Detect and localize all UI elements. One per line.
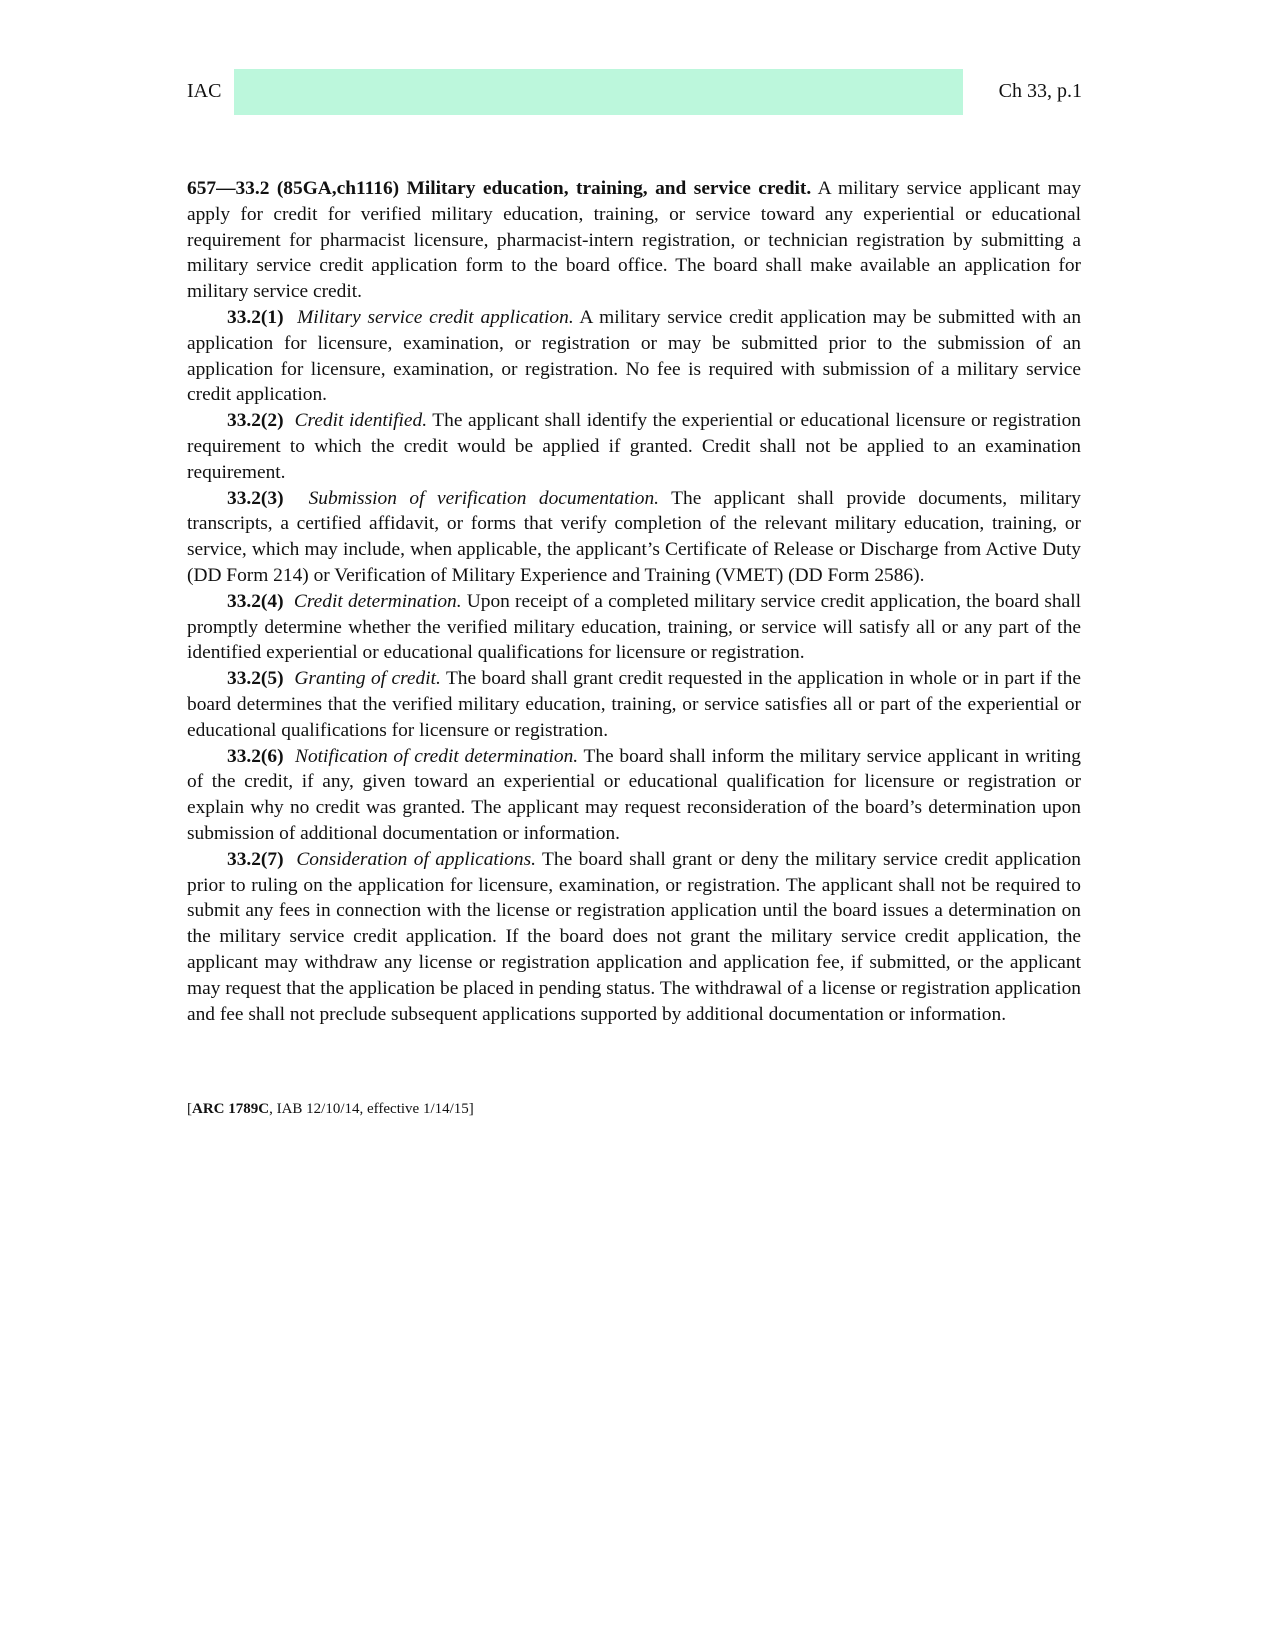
subrule-title: Consideration of applications. xyxy=(296,848,536,870)
subrule-text: The applicant shall provide documents, military transcripts, a certified affidavit, or forms that verify completion of the relevant military education, training, or service, which may include, when applicable, the applicant’s Certificate of Release or Discharge from Active Duty (DD Form 214) or Verification of Military Experience and Training (VMET) (DD Form 2586). xyxy=(187,487,1081,586)
subrule-text: The board shall grant or deny the military service credit application prior to ruling on the application for licensure, examination, or registration. The applicant shall not be required to submit any fees in connection with the license or registration application until the board issues a determination on the military service credit application. If the board does not grant the military service credit application, the applicant may withdraw any license or registration application and application fee, if submitted, or the applicant may request that the application be placed in pending status. The withdrawal of a license or registration application and fee shall not preclude subsequent applications supported by additional documentation or information. xyxy=(187,848,1082,1025)
header-left: IAC xyxy=(187,80,222,102)
subrule-3 xyxy=(187,486,1081,589)
header-highlight-bar xyxy=(234,69,963,115)
rule-title: Military education, training, and service credit. xyxy=(406,178,812,199)
bracket: [ xyxy=(187,1101,192,1117)
history-text: , IAB 12/10/14, effective 1/14/15] xyxy=(269,1101,474,1117)
subrule-5 xyxy=(187,666,1081,743)
subrule-1 xyxy=(187,305,1081,408)
arc-number: ARC 1789C xyxy=(192,1101,270,1117)
rule-paragraph xyxy=(187,176,1081,305)
subrule-4 xyxy=(187,589,1081,666)
subrule-2 xyxy=(187,408,1081,485)
subrule-text: The applicant shall identify the experiential or educational licensure or registration requirement to which the credit would be applied if granted. Credit shall not be applied to an examination requirement. xyxy=(187,410,1081,483)
subrule-number: 33.2(1) xyxy=(227,306,284,328)
subrule-title: Credit determination. xyxy=(293,590,462,612)
subrule-text: A military service credit application may be submitted with an application for licensure, examination, or registration or may be submitted prior to the submission of an application for licensure, examination, or registration. No fee is required with submission of a military service credit application. xyxy=(187,306,1082,406)
subrule-number: 33.2(2) xyxy=(227,410,284,432)
subrule-text: Upon receipt of a completed military service credit application, the board shall promptly determine whether the verified military education, training, or service will satisfy all or any part of the identified experiential or educational qualifications for licensure or registration. xyxy=(187,590,1081,664)
subrule-title: Military service credit application. xyxy=(297,306,574,328)
subrule-number: 33.2(5) xyxy=(227,668,284,690)
subrule-text: The board shall grant credit requested in the application in whole or in part if the board determines that the verified military education, training, or service satisfies all or part of the experiential or educational qualifications for licensure or registration. xyxy=(187,668,1081,741)
subrule-6 xyxy=(187,744,1081,847)
subrule-title: Submission of verification documentation. xyxy=(308,487,659,509)
subrule-number: 33.2(4) xyxy=(227,590,284,612)
subrule-number: 33.2(6) xyxy=(227,745,284,767)
subrule-title: Granting of credit. xyxy=(294,668,441,690)
header-right: Ch 33, p.1 xyxy=(998,80,1082,102)
subrule-title: Credit identified. xyxy=(294,410,428,432)
subrule-title: Notification of credit determination. xyxy=(295,745,579,767)
rule-text: A military service applicant may apply for credit for verified military education, training, or service toward any experiential or educational requirement for pharmacist licensure, pharmacist-intern registration, or technician registration by submitting a military service credit application form to the board office. The board shall make available an application for military service credit. xyxy=(187,178,1082,303)
document-body xyxy=(187,176,1081,1027)
history-note xyxy=(187,1101,474,1118)
rule-number: 657—33.2 (85GA,ch1116) xyxy=(187,178,400,199)
subrule-number: 33.2(7) xyxy=(227,848,284,870)
subrule-7 xyxy=(187,847,1081,1028)
subrule-number: 33.2(3) xyxy=(227,487,284,509)
subrule-text: The board shall inform the military service applicant in writing of the credit, if any, given toward an experiential or educational qualification for licensure or registration or explain why no credit was granted. The applicant may request reconsideration of the board’s determination upon submission of additional documentation or information. xyxy=(187,745,1081,844)
